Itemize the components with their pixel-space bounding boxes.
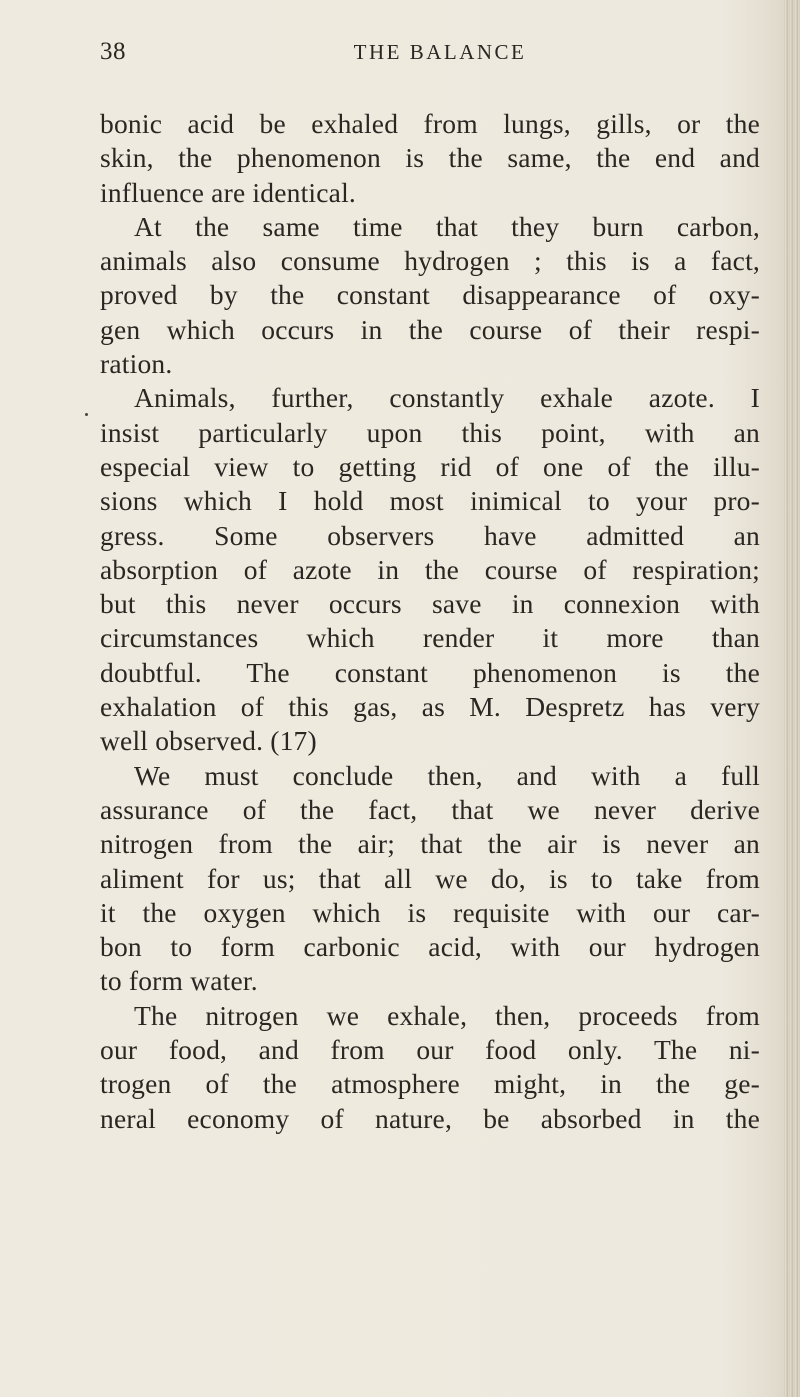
text-line: Animals, further, constantly exhale azote. I [134,382,760,414]
text-line: but this never occurs save in connexion with [100,588,760,620]
text-line: insist particularly upon this point, with an [100,416,760,448]
ink-speck [85,413,88,416]
text-line: well observed. (17) [100,725,317,757]
page-header [100,38,760,78]
text-line: assurance of the fact, that we never derive [100,793,760,825]
text-line: skin, the phenomenon is the same, the end and [100,142,760,174]
text-line: sions which I hold most inimical to your pro- [100,485,760,517]
text-line: especial view to getting rid of one of the illu- [100,450,760,482]
page-binding-edge [784,0,800,1397]
text-line: influence are identical. [100,176,356,208]
text-line: aliment for us; that all we do, is to take from [100,862,760,894]
text-line: our food, and from our food only. The ni- [100,1034,760,1066]
running-head: THE BALANCE [353,40,527,64]
text-line: to form water. [100,965,258,997]
text-line: gen which occurs in the course of their respi- [100,313,760,345]
text-line: nitrogen from the air; that the air is never an [100,828,760,860]
text-line: proved by the constant disappearance of oxy- [100,279,760,311]
text-line: The nitrogen we exhale, then, proceeds from [134,999,760,1031]
text-line: We must conclude then, and with a full [134,759,760,791]
text-line: gress. Some observers have admitted an [100,519,760,551]
text-line: trogen of the atmosphere might, in the ge- [100,1068,760,1100]
text-line: ration. [100,348,173,380]
page-number: 38 [100,38,126,65]
text-line: it the oxygen which is requisite with our car- [100,896,760,928]
text-line: bonic acid be exhaled from lungs, gills, or the [100,108,760,139]
text-line: absorption of azote in the course of respiration; [100,553,760,585]
body-text [100,107,760,1136]
text-line: At the same time that they burn carbon, [134,210,760,242]
text-line: doubtful. The constant phenomenon is the [100,656,760,688]
text-line: exhalation of this gas, as M. Despretz has very [100,691,760,723]
text-line: circumstances which render it more than [100,622,760,654]
text-line: bon to form carbonic acid, with our hydrogen [100,931,760,963]
text-line: neral economy of nature, be absorbed in the [100,1102,760,1134]
text-line: animals also consume hydrogen ; this is a fact, [100,245,760,277]
